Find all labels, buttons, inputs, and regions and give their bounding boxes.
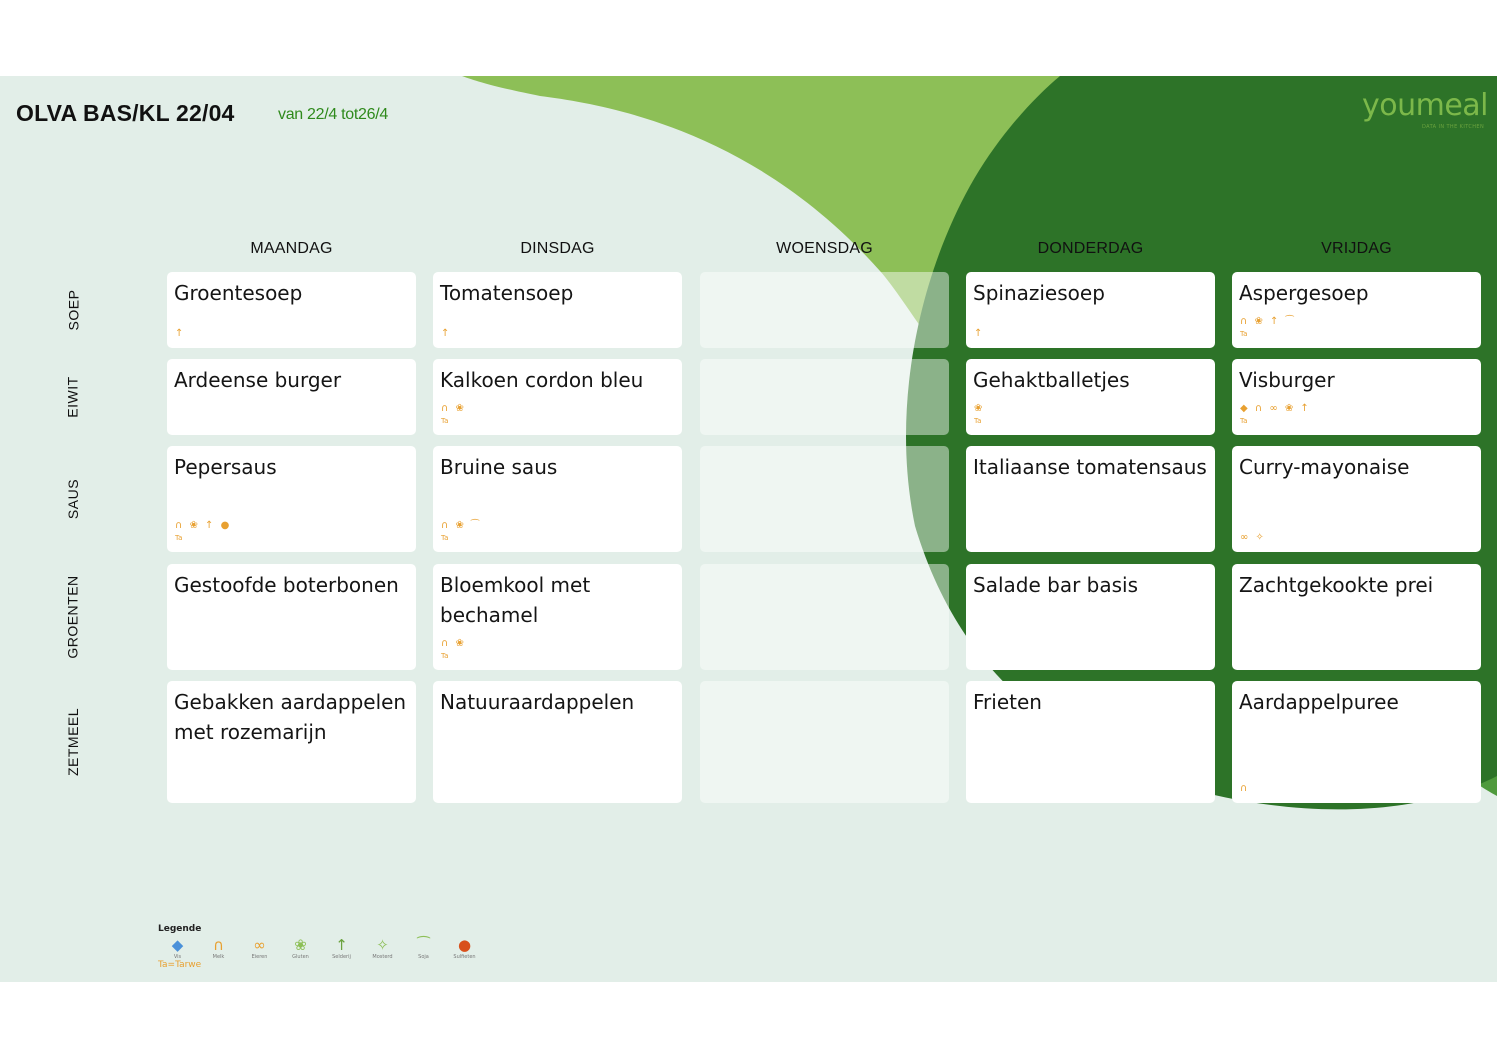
sulfite-icon: ● [457,936,472,954]
wheat-note: Ta [1240,330,1248,338]
allergen-icons [1240,316,1296,340]
allergen-icons [1240,532,1266,544]
allergen-icons [1240,783,1249,795]
celery-icon: ↑ [335,936,348,954]
menu-card-saus-vrijdag [1232,446,1481,552]
legend-item-gluten [287,936,314,960]
wheat-note: Ta [441,417,449,425]
legend-item-sulfieten [451,936,478,960]
menu-card-eiwit-donderdag [966,359,1215,435]
menu-card-groenten-vrijdag [1232,564,1481,670]
menu-card-zetmeel-woensdag [700,681,949,803]
legend-item-vis [164,936,191,960]
soy-icon: ⁀ [417,936,430,954]
menu-card-zetmeel-dinsdag [433,681,682,803]
menu-card-eiwit-woensdag [700,359,949,435]
milk-icon: ∩ [213,936,224,954]
allergen-icon-row: ◆ ∩ ∞ ❀ ↑ [1240,403,1311,414]
menu-card-saus-woensdag [700,446,949,552]
menu-card-saus-dinsdag [433,446,682,552]
allergen-icons [974,403,984,427]
dish-name: Gehaktballetjes [973,368,1130,392]
allergen-icon-row: ∩ ❀ ↑ ⁀ [1240,316,1296,327]
day-header-maandag: MAANDAG [250,240,333,257]
dish-name: Visburger [1239,368,1335,392]
dish-name: Groentesoep [174,281,303,305]
wheat-note: Ta [441,652,449,660]
legend-label: Gluten [292,954,309,960]
allergen-icon-row: ↑ [441,328,452,339]
day-header-woensdag: WOENSDAG [776,240,873,257]
dish-name: Italiaanse tomatensaus [973,455,1207,479]
dish-name: Gebakken aardappelen met rozemarijn [174,690,407,744]
dish-name: Ardeense burger [174,368,342,392]
menu-card-soep-vrijdag [1232,272,1481,348]
menu-card-soep-donderdag [966,272,1215,348]
menu-card-soep-maandag [167,272,416,348]
gluten-icon: ❀ [294,936,307,954]
menu-card-soep-dinsdag [433,272,682,348]
legend-item-selderij [328,936,355,960]
dish-name: Pepersaus [174,455,277,479]
allergen-icon-row: ∞ ✧ [1240,532,1266,543]
allergen-icon-row: ∩ ❀ [441,638,466,649]
allergen-icons [1240,403,1311,427]
dish-name: Zachtgekookte prei [1239,573,1434,597]
logo-tagline: DATA IN THE KITCHEN [1422,124,1485,130]
youmeal-logo [1362,88,1496,138]
allergen-icon-row: ∩ ❀ [441,403,466,414]
allergen-icons [175,520,231,544]
day-header-donderdag: DONDERDAG [1037,240,1144,257]
legend-label: Sulfieten [453,954,476,960]
row-label-zetmeel: ZETMEEL [65,707,82,777]
allergen-icon-row: ∩ ❀ ⁀ [441,520,482,531]
dish-name: Spinaziesoep [973,281,1105,305]
legend-title: Legende [158,924,202,934]
legend-item-mosterd [369,936,396,960]
menu-card-zetmeel-donderdag [966,681,1215,803]
row-label-saus: SAUS [65,478,81,520]
dish-name: Salade bar basis [973,573,1138,597]
legend-label: Eieren [251,954,268,960]
menu-card-zetmeel-vrijdag [1232,681,1481,803]
wheat-note: Ta [441,534,449,542]
allergen-icons [441,328,451,340]
dish-name: Natuuraardappelen [440,690,635,714]
menu-card-eiwit-dinsdag [433,359,682,435]
legend-label: Melk [212,954,225,960]
menu-card-groenten-dinsdag [433,564,682,670]
dish-name: Frieten [973,690,1042,714]
day-header-vrijdag: VRIJDAG [1321,240,1392,257]
dish-name: Aardappelpuree [1239,690,1399,714]
menu-board [0,76,1497,982]
legend-label: Vis [173,954,182,960]
menu-card-saus-maandag [167,446,416,552]
legend-item-soja [410,936,437,960]
menu-card-eiwit-vrijdag [1232,359,1481,435]
row-label-eiwit: EIWIT [65,376,82,418]
allergen-icons [441,638,466,662]
legend-item-melk [205,936,232,960]
dish-name: Bloemkool met bechamel [440,573,591,627]
dish-name: Bruine saus [440,455,558,479]
wheat-note: Ta [974,417,982,425]
wheat-note: Ta [175,534,183,542]
allergen-icon-row: ❀ [974,403,985,414]
allergen-icons [441,520,481,544]
fish-icon: ◆ [171,936,184,954]
menu-card-eiwit-maandag [167,359,416,435]
eggs-icon: ∞ [253,936,266,954]
dish-name: Curry-mayonaise [1239,455,1410,479]
allergen-icon-row: ∩ ❀ ↑ ● [175,520,232,531]
allergen-icons [441,403,466,427]
allergen-icons [974,328,984,340]
day-header-dinsdag: DINSDAG [520,240,595,257]
menu-card-groenten-woensdag [700,564,949,670]
menu-card-soep-woensdag [700,272,949,348]
legend-label: Soja [418,954,429,960]
dish-name: Kalkoen cordon bleu [440,368,644,392]
legend-label: Mosterd [372,954,393,960]
legend-items [164,936,478,960]
logo-wordmark: youmeal [1362,88,1489,123]
allergen-icon-row: ∩ [1240,783,1250,794]
menu-card-groenten-maandag [167,564,416,670]
allergen-icons [175,328,185,340]
row-label-soep: SOEP [65,289,81,331]
legend-item-eieren [246,936,273,960]
row-label-groenten: GROENTEN [65,575,81,659]
page-title: OLVA BAS/KL 22/04 [16,100,235,126]
allergen-icon-row: ↑ [175,328,186,339]
wheat-note: Ta [1240,417,1248,425]
menu-card-zetmeel-maandag [167,681,416,803]
menu-card-groenten-donderdag [966,564,1215,670]
allergen-icon-row: ↑ [974,328,985,339]
date-range: van 22/4 tot26/4 [278,106,388,123]
menu-card-saus-donderdag [966,446,1215,552]
allergen-legend [158,924,478,970]
legend-label: Selderij [332,954,351,960]
legend-note: Ta=Tarwe [158,960,202,970]
dish-name: Aspergesoep [1239,281,1369,305]
dish-name: Tomatensoep [440,281,574,305]
dish-name: Gestoofde boterbonen [174,573,399,597]
mustard-icon: ✧ [376,936,389,954]
